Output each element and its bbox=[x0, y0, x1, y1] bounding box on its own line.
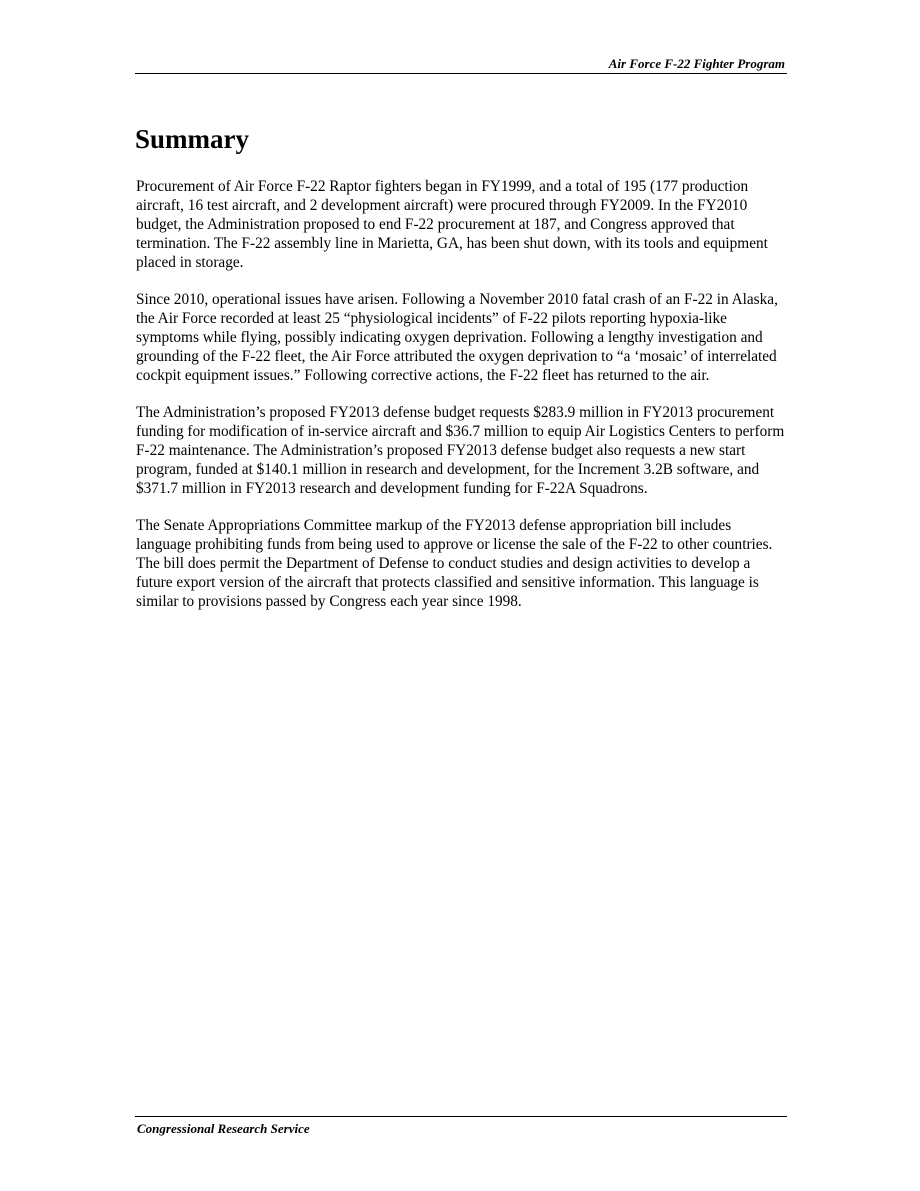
footer-organization: Congressional Research Service bbox=[137, 1121, 310, 1136]
paragraph-budget-request: The Administration’s proposed FY2013 defense budget requests $283.9 million in FY2013 procurement funding for modification of in-service aircraft and $36.7 million to equip Air Logistics Centers to perform F-22 maintenance. The Administration’s proposed FY2013 defense budget also requests a new start program, funded at $140.1 million in research and development, for the Increment 3.2B software, and $371.7 million in FY2013 research and development funding for F-22A Squadrons. bbox=[136, 404, 785, 497]
summary-body bbox=[136, 177, 788, 629]
paragraph-operational-issues: Since 2010, operational issues have arisen. Following a November 2010 fatal crash of an F-22 in Alaska, the Air Force recorded at least 25 “physiological incidents” of F-22 pilots reporting hypoxia-like symptoms while flying, possibly indicating oxygen deprivation. Following a lengthy investigation and grounding of the F-22 fleet, the Air Force attributed the oxygen deprivation to “a ‘mosaic’ of interrelated cockpit equipment issues.” Following corrective actions, the F-22 fleet has returned to the air. bbox=[136, 291, 778, 384]
page-footer bbox=[135, 1116, 787, 1136]
paragraph-procurement: Procurement of Air Force F-22 Raptor fighters began in FY1999, and a total of 195 (177 production aircraft, 16 test aircraft, and 2 development aircraft) were procured through FY2009. In the FY2010 budget, the Administration proposed to end F-22 procurement at 187, and Congress approved that termination. The F-22 assembly line in Marietta, GA, has been shut down, with its tools and equipment placed in storage. bbox=[136, 178, 768, 271]
running-title: Air Force F-22 Fighter Program bbox=[608, 56, 785, 71]
paragraph-export-language: The Senate Appropriations Committee markup of the FY2013 defense appropriation bill includes language prohibiting funds from being used to approve or license the sale of the F-22 to other countries. The bill does permit the Department of Defense to conduct studies and design activities to develop a future export version of the aircraft that protects classified and sensitive information. This language is similar to provisions passed by Congress each year since 1998. bbox=[136, 517, 773, 610]
section-title: Summary bbox=[135, 124, 249, 154]
page-header bbox=[135, 55, 787, 74]
